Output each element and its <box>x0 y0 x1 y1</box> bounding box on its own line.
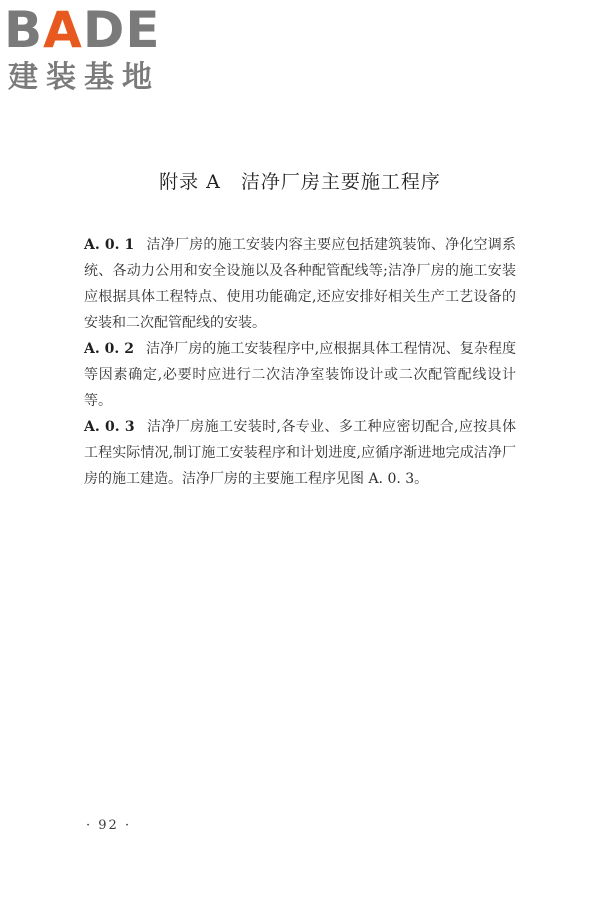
logo-wordmark: BADE <box>4 1 161 59</box>
logo-chinese-text: 建装基地 <box>8 60 160 95</box>
page-number: · 92 · <box>86 818 132 833</box>
clause-number: A. 0. 1 <box>84 237 135 253</box>
clause-text: 洁净厂房施工安装时,各专业、多工种应密切配合,应按具体工程实际情况,制订施工安装程序和计划进度,应循序渐进地完成洁净厂房的施工建造。洁净厂房的主要施工程序见图 A. 0. 3。 <box>84 419 516 487</box>
clause-text: 洁净厂房的施工安装内容主要应包括建筑装饰、净化空调系统、各动力公用和安全设施以及各种配管配线等;洁净厂房的施工安装应根据具体工程特点、使用功能确定,还应安排好相关生产工艺设备的安装和二次配管配线的安装。 <box>84 237 516 331</box>
logo-accent-letter: A <box>43 1 83 59</box>
clause-text: 洁净厂房的施工安装程序中,应根据具体工程情况、复杂程度等因素确定,必要时应进行二次洁净室装饰设计或二次配管配线设计等。 <box>84 341 517 409</box>
clause-paragraph <box>84 414 516 492</box>
clause-number: A. 0. 2 <box>84 341 134 357</box>
clause-paragraph <box>84 336 516 414</box>
clause-number: A. 0. 3 <box>84 419 135 435</box>
document-body <box>84 232 516 492</box>
clause-paragraph <box>84 232 516 336</box>
watermark-logo <box>4 2 194 102</box>
page-title: 附录 A 洁净厂房主要施工程序 <box>159 171 441 193</box>
